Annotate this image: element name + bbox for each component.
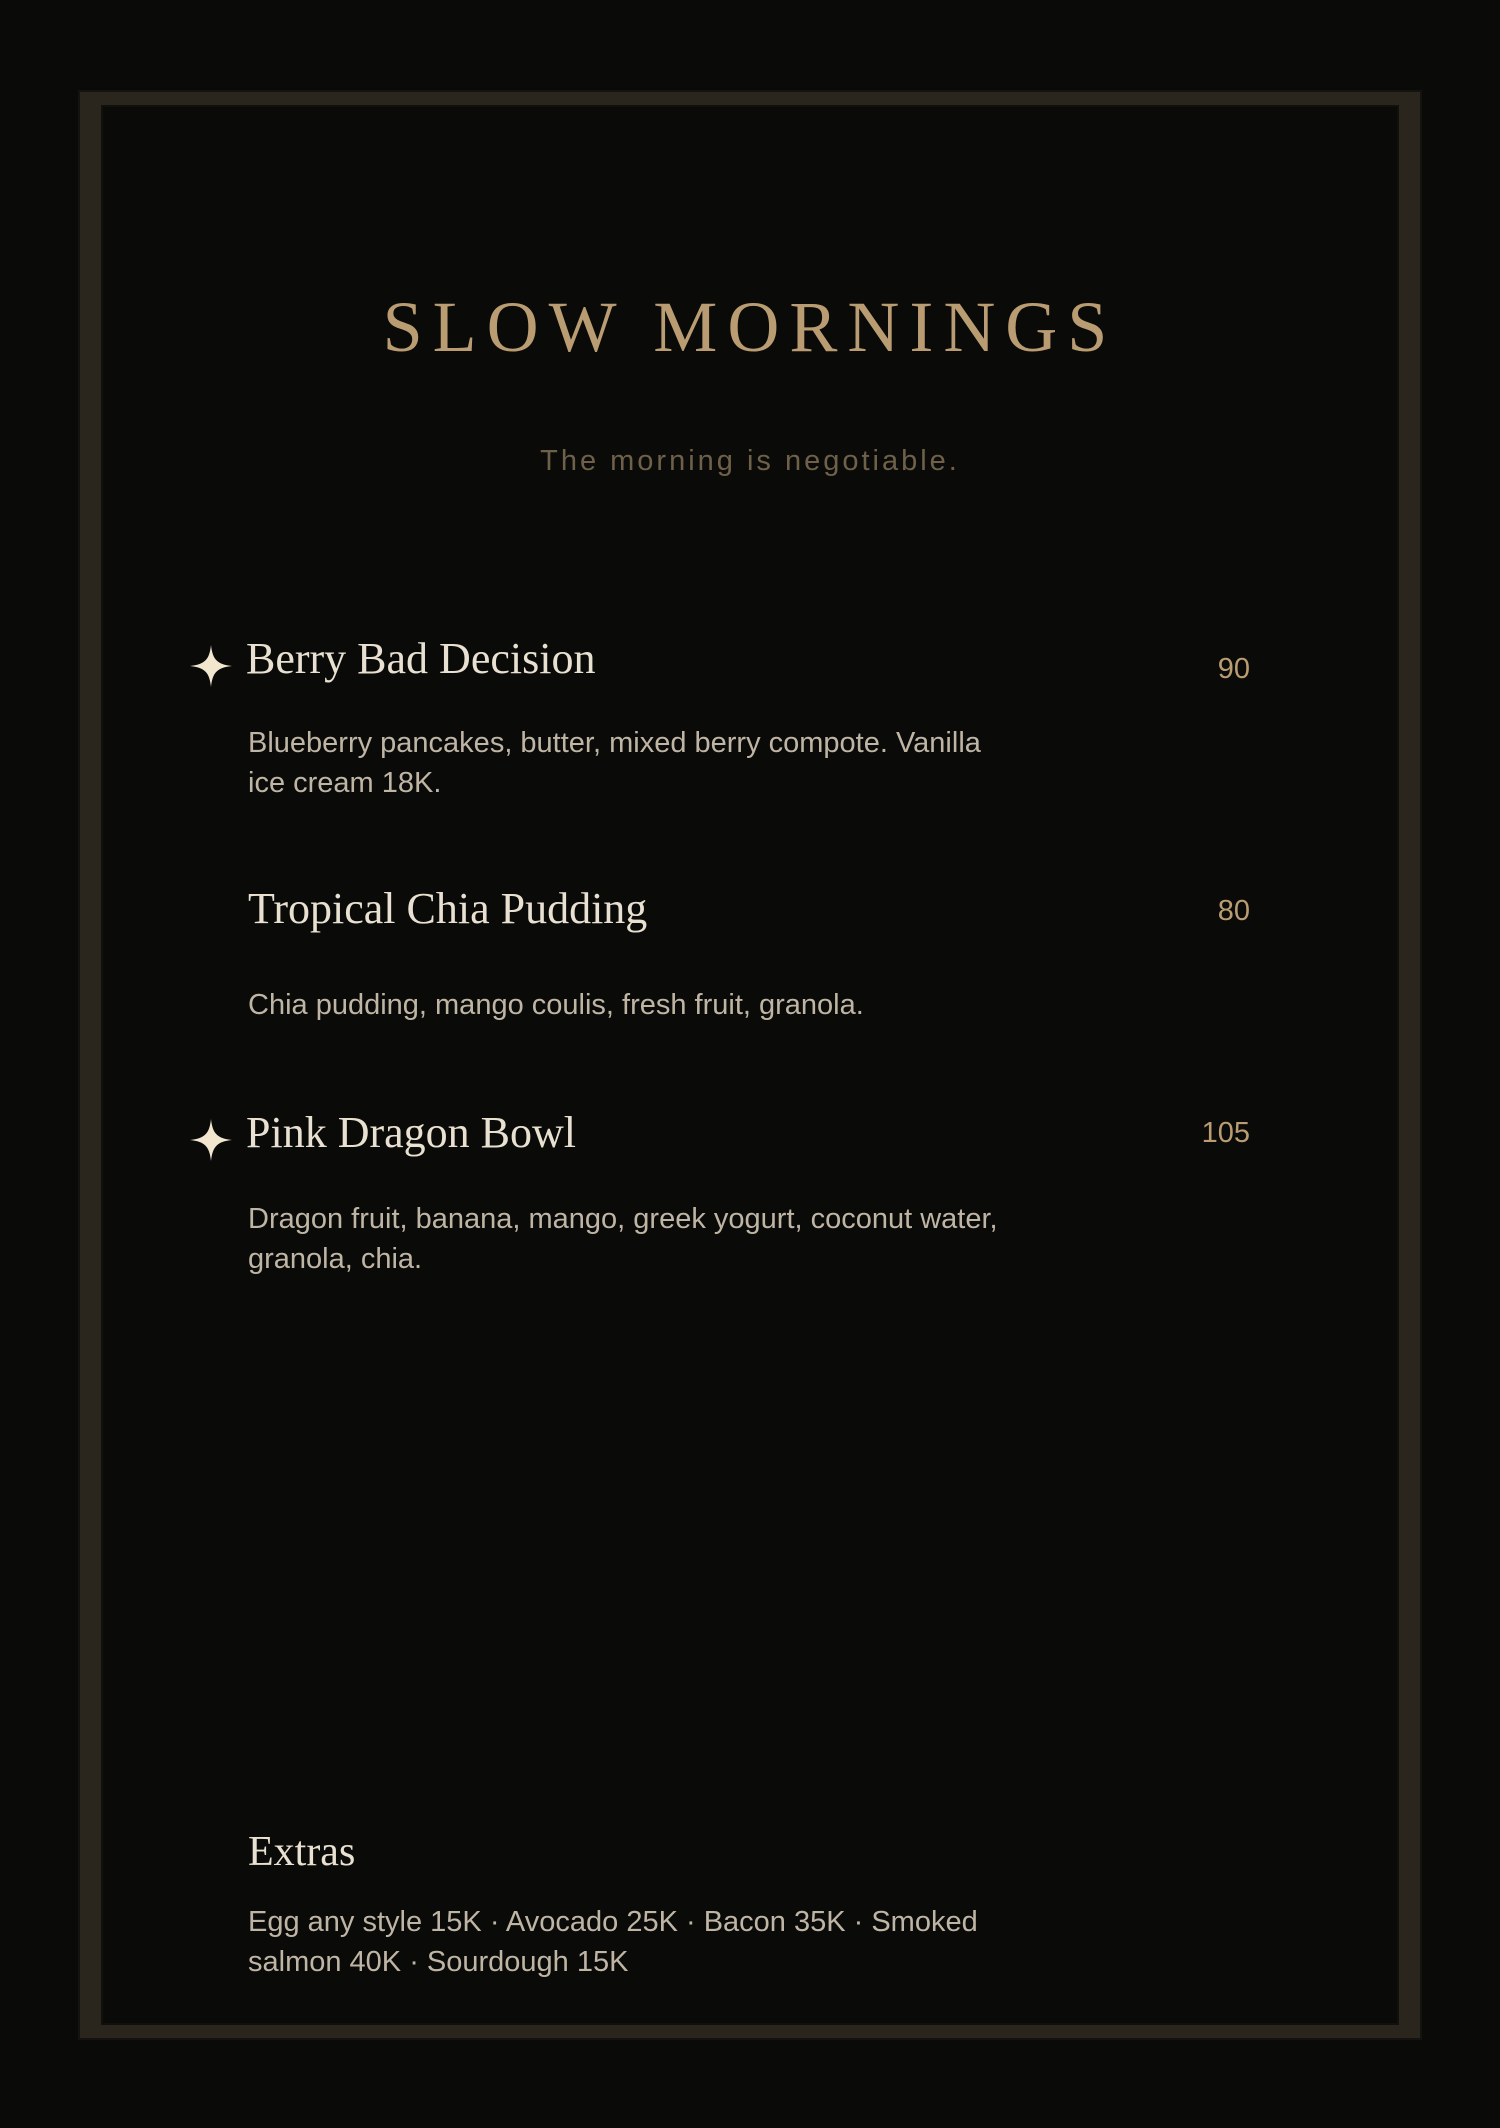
menu-subtitle: The morning is negotiable.	[540, 445, 960, 477]
extras-heading: Extras	[248, 1829, 356, 1875]
four-point-star-icon	[190, 645, 232, 687]
extras-list: Egg any style 15K · Avocado 25K · Bacon 35K · Smoked salmon 40K · Sourdough 15K	[248, 1906, 978, 1978]
four-point-star-icon	[190, 1119, 232, 1161]
menu-item-name: Tropical Chia Pudding	[248, 884, 648, 933]
menu-title: SLOW MORNINGS	[382, 287, 1118, 367]
menu-item-description: Dragon fruit, banana, mango, greek yogurt, coconut water, granola, chia.	[248, 1203, 998, 1275]
menu-item-price: 80	[1217, 895, 1250, 927]
menu-item-price: 105	[1201, 1117, 1250, 1149]
menu-item-description: Chia pudding, mango coulis, fresh fruit, granola.	[248, 989, 864, 1021]
menu-item	[190, 1108, 1250, 1297]
menu-item	[190, 634, 1250, 823]
menu-item-description: Blueberry pancakes, butter, mixed berry compote. Vanilla ice cream 18K.	[248, 727, 981, 799]
menu-item-name: Pink Dragon Bowl	[246, 1108, 576, 1157]
menu-item	[190, 884, 1250, 1033]
menu-item-price: 90	[1217, 653, 1250, 685]
menu-inner-border	[101, 105, 1399, 2025]
menu-item-name: Berry Bad Decision	[246, 634, 596, 683]
